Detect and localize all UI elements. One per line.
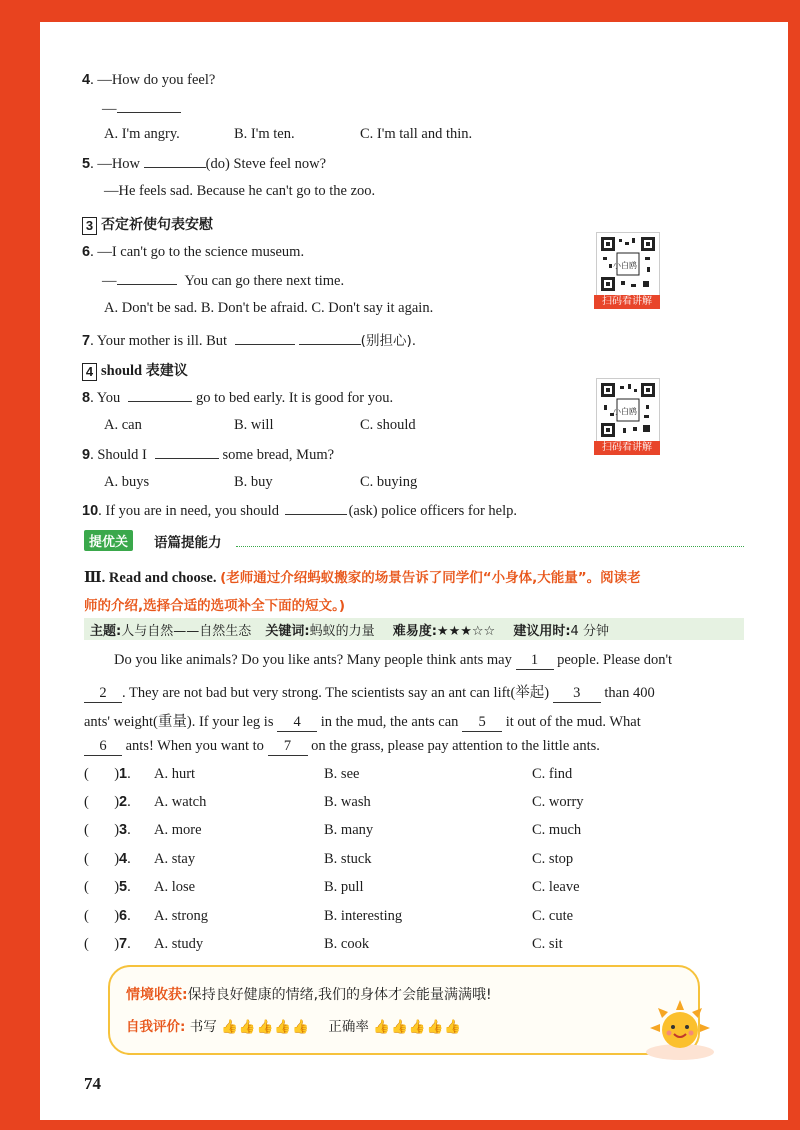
passage-blank-6[interactable]: 6 [84, 738, 122, 756]
choice-6-b: B. interesting [324, 908, 403, 924]
choice-3-b: B. many [324, 822, 374, 838]
question-8: 8. You go to bed early. It is good for you. [82, 390, 394, 406]
passage-blank-5[interactable]: 5 [462, 714, 502, 732]
q6-blank[interactable] [117, 272, 177, 285]
question-7: 7. Your mother is ill. But (别担心). [82, 333, 416, 349]
q4-answer-line: — [102, 100, 181, 118]
choice-row-3: ( )3. [84, 822, 131, 838]
section-tag: 提优关 [84, 530, 133, 551]
q8-option-a: A. can [104, 417, 142, 433]
passage-line-3: ants' weight(重量). If your leg is 4 in the mud, the ants can 5 it out of the mud. What [84, 714, 641, 730]
choice-1-c: C. find [532, 766, 573, 782]
qr-code-1[interactable]: 小白鸥 [596, 232, 660, 296]
choice-row-5: ( )5. [84, 879, 131, 895]
sun-mascot-icon [642, 998, 718, 1062]
answer-bracket[interactable]: ( ) [84, 766, 120, 782]
choice-row-2: ( )2. [84, 794, 131, 810]
q4-option-c: C. I'm tall and thin. [360, 126, 473, 142]
q9-option-a: A. buys [104, 474, 150, 490]
section-title: 语篇提能力 [154, 535, 222, 551]
q8-blank[interactable] [128, 389, 192, 402]
choice-1-a: A. hurt [154, 766, 196, 782]
choice-7-c: C. sit [532, 936, 563, 952]
theme-info: 主题:人与自然——自然生态 关键词:蚂蚁的力量 难易度:★★★☆☆ 建议用时:4 分钟 [90, 624, 609, 639]
q9-blank[interactable] [155, 446, 219, 459]
passage-line-1: Do you like animals? Do you like ants? Many people think ants may 1 people. Please don't [114, 652, 673, 668]
passage-blank-3[interactable]: 3 [553, 685, 601, 703]
section-divider [236, 546, 744, 547]
choice-6-c: C. cute [532, 908, 574, 924]
choice-4-b: B. stuck [324, 851, 372, 867]
page-number: 74 [84, 1074, 101, 1093]
q8-option-b: B. will [234, 417, 274, 433]
q9-option-c: C. buying [360, 474, 418, 490]
qr-code-2[interactable]: 小白鸥 [596, 378, 660, 442]
answer-bracket[interactable]: ( ) [84, 936, 120, 952]
q7-blank-2[interactable] [299, 332, 361, 345]
passage-blank-2[interactable]: 2 [84, 685, 122, 703]
choice-row-6: ( )6. [84, 908, 131, 924]
choice-row-7: ( )7. [84, 936, 131, 952]
choice-3-c: C. much [532, 822, 582, 838]
answer-bracket[interactable]: ( ) [84, 851, 120, 867]
passage-blank-7[interactable]: 7 [268, 738, 308, 756]
q7-blank-1[interactable] [235, 332, 295, 345]
choice-4-c: C. stop [532, 851, 574, 867]
choice-6-a: A. strong [154, 908, 208, 924]
passage-blank-1[interactable]: 1 [516, 652, 554, 670]
difficulty-stars-icon: ★★★☆☆ [436, 624, 496, 639]
accuracy-thumbs-icon[interactable]: 👍👍👍👍👍 [373, 1019, 463, 1035]
q4-option-a: A. I'm angry. [104, 126, 180, 142]
choice-1-b: B. see [324, 766, 360, 782]
qr-label-2: 扫码看讲解 [594, 441, 660, 455]
question-5: 5. —How (do) Steve feel now? [82, 156, 327, 172]
choice-2-a: A. watch [154, 794, 207, 810]
worksheet-page [40, 22, 788, 1120]
passage-blank-4[interactable]: 4 [277, 714, 317, 732]
question-6: 6. —I can't go to the science museum. [82, 244, 305, 260]
choice-2-b: B. wash [324, 794, 371, 810]
q6-options: A. Don't be sad. B. Don't be afraid. C. Don't say it again. [104, 300, 434, 316]
q4-blank[interactable] [117, 100, 181, 113]
question-4: 4. —How do you feel? [82, 72, 216, 88]
part-3-instruction-cont: 师的介绍,选择合适的选项补全下面的短文。) [84, 598, 346, 614]
choice-5-a: A. lose [154, 879, 196, 895]
choice-3-a: A. more [154, 822, 202, 838]
qr-label-1: 扫码看讲解 [594, 295, 660, 309]
harvest-line: 情境收获:保持良好健康的情绪,我们的身体才会能量满满哦! [126, 987, 492, 1003]
q4-option-b: B. I'm ten. [234, 126, 295, 142]
answer-bracket[interactable]: ( ) [84, 879, 120, 895]
choice-5-b: B. pull [324, 879, 364, 895]
choice-7-b: B. cook [324, 936, 370, 952]
question-10: 10. If you are in need, you should (ask) police officers for help. [82, 503, 518, 519]
passage-line-2: 2 . They are not bad but very strong. The scientists say an ant can lift(举起) 3 than 400 [84, 681, 655, 703]
answer-bracket[interactable]: ( ) [84, 794, 120, 810]
choice-5-c: C. leave [532, 879, 580, 895]
harvest-box [108, 965, 700, 1055]
question-9: 9. Should I some bread, Mum? [82, 447, 335, 463]
writing-thumbs-icon[interactable]: 👍👍👍👍👍 [221, 1019, 311, 1035]
choice-7-a: A. study [154, 936, 204, 952]
choice-4-a: A. stay [154, 851, 196, 867]
answer-bracket[interactable]: ( ) [84, 822, 120, 838]
q5-blank[interactable] [144, 155, 206, 168]
q10-blank[interactable] [285, 502, 347, 515]
section-4-heading: 4 should 表建议 [82, 360, 188, 381]
part-3-heading: Ⅲ. Read and choose. (老师通过介绍蚂蚁搬家的场景告诉了同学们“小身体,大能量”。阅读老 [84, 570, 641, 586]
section-3-heading: 3 否定祈使句表安慰 [82, 214, 213, 235]
passage-line-4: 6 ants! When you want to 7 on the grass, please pay attention to the little ants. [84, 738, 600, 756]
self-eval-line: 自我评价: 书写 👍👍👍👍👍 正确率 👍👍👍👍👍 [126, 1019, 463, 1035]
choice-2-c: C. worry [532, 794, 584, 810]
choice-row-1: ( )1. [84, 766, 131, 782]
q6-answer-line: — You can go there next time. [102, 273, 345, 289]
answer-bracket[interactable]: ( ) [84, 908, 120, 924]
q5-response: —He feels sad. Because he can't go to the zoo. [104, 183, 376, 199]
q9-option-b: B. buy [234, 474, 273, 490]
choice-row-4: ( )4. [84, 851, 131, 867]
q8-option-c: C. should [360, 417, 416, 433]
